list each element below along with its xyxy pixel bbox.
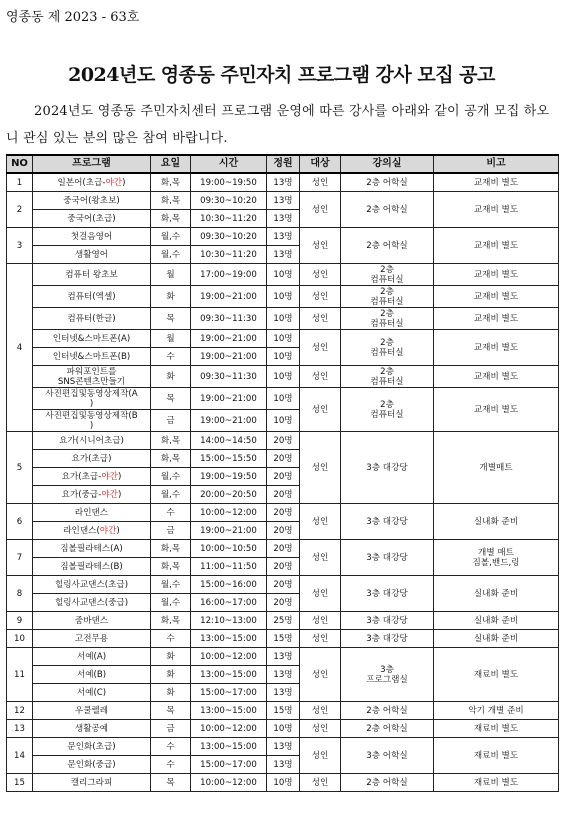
- capacity-cell: 10명: [267, 286, 300, 308]
- row-number: 5: [7, 432, 33, 504]
- time-cell: 10:00~12:00: [191, 648, 267, 666]
- time-cell: 15:00~17:00: [191, 684, 267, 702]
- capacity-cell: 13명: [267, 756, 300, 774]
- time-cell: 09:30~11:30: [191, 366, 267, 388]
- header-no: NO: [7, 155, 33, 173]
- capacity-cell: 10명: [267, 264, 300, 286]
- day-cell: 화,목: [151, 173, 191, 192]
- note-cell: 악기 개별 준비: [434, 702, 559, 720]
- row-number: 2: [7, 192, 33, 228]
- room-cell: 2층 컴퓨터실: [341, 330, 434, 366]
- time-cell: 10:00~12:00: [191, 504, 267, 522]
- capacity-cell: 10명: [267, 388, 300, 410]
- program-table: [6, 154, 559, 792]
- program-name: 요가(초급): [33, 450, 151, 468]
- program-name: 컴퓨터(한글): [33, 308, 151, 330]
- time-cell: 14:00~14:50: [191, 432, 267, 450]
- time-cell: 09:30~11:30: [191, 308, 267, 330]
- time-cell: 10:00~12:00: [191, 720, 267, 738]
- capacity-cell: 10명: [267, 720, 300, 738]
- header-target: 대상: [300, 155, 341, 173]
- room-cell: 3층 대강당: [341, 540, 434, 576]
- capacity-cell: 13명: [267, 210, 300, 228]
- day-cell: 월,수: [151, 228, 191, 246]
- time-cell: 11:00~11:50: [191, 558, 267, 576]
- target-cell: 성인: [300, 264, 341, 286]
- room-cell: 3층 대강당: [341, 576, 434, 612]
- row-number: 10: [7, 630, 33, 648]
- capacity-cell: 20명: [267, 504, 300, 522]
- room-cell: 2층 어학실: [341, 173, 434, 192]
- row-number: 14: [7, 738, 33, 774]
- capacity-cell: 13명: [267, 648, 300, 666]
- target-cell: 성인: [300, 702, 341, 720]
- target-cell: 성인: [300, 330, 341, 366]
- time-cell: 10:30~11:20: [191, 246, 267, 264]
- capacity-cell: 20명: [267, 450, 300, 468]
- program-name: 짐볼필라테스(B): [33, 558, 151, 576]
- table-row: [7, 720, 559, 738]
- time-cell: 15:00~15:50: [191, 450, 267, 468]
- day-cell: 수: [151, 738, 191, 756]
- target-cell: 성인: [300, 540, 341, 576]
- room-cell: 2층 어학실: [341, 228, 434, 264]
- room-cell: 2층 어학실: [341, 774, 434, 792]
- room-cell: 3층 대강당: [341, 630, 434, 648]
- room-cell: 3층 대강당: [341, 612, 434, 630]
- program-name: 중국어(초급): [33, 210, 151, 228]
- target-cell: 성인: [300, 308, 341, 330]
- table-header-row: [7, 155, 559, 173]
- note-cell: 재료비 별도: [434, 774, 559, 792]
- note-cell: 교재비 별도: [434, 228, 559, 264]
- program-name: 힐링사교댄스(초급): [33, 576, 151, 594]
- table-row: [7, 286, 559, 308]
- target-cell: 성인: [300, 173, 341, 192]
- header-capacity: 정원: [267, 155, 300, 173]
- time-cell: 10:00~12:00: [191, 774, 267, 792]
- row-number: 11: [7, 648, 33, 702]
- day-cell: 월: [151, 264, 191, 286]
- table-row: [7, 648, 559, 666]
- time-cell: 13:00~15:00: [191, 702, 267, 720]
- day-cell: 금: [151, 410, 191, 432]
- row-number: 3: [7, 228, 33, 264]
- time-cell: 19:00~21:00: [191, 286, 267, 308]
- capacity-cell: 13명: [267, 684, 300, 702]
- note-cell: 교재비 별도: [434, 366, 559, 388]
- capacity-cell: 10명: [267, 330, 300, 348]
- row-number: 13: [7, 720, 33, 738]
- time-cell: 19:00~19:50: [191, 173, 267, 192]
- program-name: 첫걸음영어: [33, 228, 151, 246]
- row-number: 15: [7, 774, 33, 792]
- time-cell: 19:00~21:00: [191, 348, 267, 366]
- program-name: 생활공예: [33, 720, 151, 738]
- day-cell: 화,목: [151, 192, 191, 210]
- target-cell: 성인: [300, 504, 341, 540]
- note-cell: 재료비 별도: [434, 720, 559, 738]
- day-cell: 월: [151, 330, 191, 348]
- day-cell: 화: [151, 286, 191, 308]
- table-row: [7, 173, 559, 192]
- time-cell: 13:00~15:00: [191, 630, 267, 648]
- table-row: [7, 540, 559, 558]
- day-cell: 수: [151, 348, 191, 366]
- day-cell: 화,목: [151, 612, 191, 630]
- time-cell: 19:00~21:00: [191, 388, 267, 410]
- program-name: 일본어(초급-야간): [33, 173, 151, 192]
- time-cell: 17:00~19:00: [191, 264, 267, 286]
- program-name: 문인화(중급): [33, 756, 151, 774]
- table-row: [7, 192, 559, 210]
- capacity-cell: 10명: [267, 308, 300, 330]
- room-cell: 3층 대강당: [341, 432, 434, 504]
- capacity-cell: 20명: [267, 540, 300, 558]
- room-cell: 2층 컴퓨터실: [341, 388, 434, 432]
- program-name: 생활영어: [33, 246, 151, 264]
- night-class-label: 야간: [99, 525, 117, 536]
- table-row: [7, 308, 559, 330]
- note-cell: 실내화 준비: [434, 612, 559, 630]
- capacity-cell: 13명: [267, 666, 300, 684]
- target-cell: 성인: [300, 228, 341, 264]
- capacity-cell: 25명: [267, 612, 300, 630]
- program-name: 요가(초급-야간): [33, 468, 151, 486]
- program-name: 사진편집및동영상제작(B ): [33, 410, 151, 432]
- capacity-cell: 13명: [267, 228, 300, 246]
- room-cell: 2층 어학실: [341, 192, 434, 228]
- night-class-label: 야간: [101, 489, 118, 500]
- capacity-cell: 10명: [267, 366, 300, 388]
- page-title: 2024년도 영종동 주민자치 프로그램 강사 모집 공고: [68, 64, 495, 86]
- capacity-cell: 10명: [267, 410, 300, 432]
- day-cell: 화,목: [151, 450, 191, 468]
- room-cell: 2층 컴퓨터실: [341, 308, 434, 330]
- header-day: 요일: [151, 155, 191, 173]
- day-cell: 월,수: [151, 246, 191, 264]
- capacity-cell: 20명: [267, 468, 300, 486]
- target-cell: 성인: [300, 774, 341, 792]
- day-cell: 화: [151, 648, 191, 666]
- time-cell: 16:00~17:00: [191, 594, 267, 612]
- target-cell: 성인: [300, 630, 341, 648]
- capacity-cell: 10명: [267, 774, 300, 792]
- room-cell: 3층 어학실: [341, 738, 434, 774]
- program-name: 서예(C): [33, 684, 151, 702]
- table-row: [7, 330, 559, 348]
- day-cell: 수: [151, 756, 191, 774]
- row-number: 12: [7, 702, 33, 720]
- note-cell: 실내화 준비: [434, 576, 559, 612]
- day-cell: 목: [151, 308, 191, 330]
- note-cell: 실내화 준비: [434, 630, 559, 648]
- time-cell: 15:00~17:00: [191, 756, 267, 774]
- day-cell: 수: [151, 504, 191, 522]
- program-name: 요가(시니어초급): [33, 432, 151, 450]
- room-cell: 2층 어학실: [341, 720, 434, 738]
- row-number: 9: [7, 612, 33, 630]
- table-row: [7, 432, 559, 450]
- day-cell: 목: [151, 774, 191, 792]
- day-cell: 월,수: [151, 594, 191, 612]
- time-cell: 15:00~16:00: [191, 576, 267, 594]
- table-row: [7, 228, 559, 246]
- target-cell: 성인: [300, 720, 341, 738]
- program-name: 줌바댄스: [33, 612, 151, 630]
- row-number: 8: [7, 576, 33, 612]
- capacity-cell: 15명: [267, 702, 300, 720]
- target-cell: 성인: [300, 192, 341, 228]
- note-cell: 교재비 별도: [434, 192, 559, 228]
- time-cell: 19:00~21:00: [191, 410, 267, 432]
- time-cell: 19:00~21:00: [191, 522, 267, 540]
- time-cell: 09:30~10:20: [191, 192, 267, 210]
- note-cell: 실내화 준비: [434, 504, 559, 540]
- time-cell: 09:30~10:20: [191, 228, 267, 246]
- day-cell: 화,목: [151, 432, 191, 450]
- program-name: 캘리그라피: [33, 774, 151, 792]
- program-name: 사진편집및동영상제작(A ): [33, 388, 151, 410]
- program-name: 인터넷&스마트폰(B): [33, 348, 151, 366]
- time-cell: 19:00~21:00: [191, 330, 267, 348]
- program-name: 문인화(초급): [33, 738, 151, 756]
- program-name: 짐볼필라테스(A): [33, 540, 151, 558]
- note-cell: 교재비 별도: [434, 286, 559, 308]
- night-class-label: 야간: [105, 177, 123, 188]
- target-cell: 성인: [300, 286, 341, 308]
- day-cell: 월,수: [151, 486, 191, 504]
- header-program: 프로그램: [33, 155, 151, 173]
- note-cell: 개별매트: [434, 432, 559, 504]
- capacity-cell: 13명: [267, 192, 300, 210]
- document-number: 영종동 제 2023 - 63호: [6, 10, 140, 25]
- room-cell: 2층 컴퓨터실: [341, 366, 434, 388]
- target-cell: 성인: [300, 388, 341, 432]
- day-cell: 목: [151, 388, 191, 410]
- day-cell: 화,목: [151, 558, 191, 576]
- day-cell: 금: [151, 522, 191, 540]
- note-cell: 교재비 별도: [434, 264, 559, 286]
- day-cell: 화,목: [151, 210, 191, 228]
- row-number: 4: [7, 264, 33, 432]
- table-row: [7, 504, 559, 522]
- table-row: [7, 388, 559, 410]
- day-cell: 화,목: [151, 540, 191, 558]
- note-cell: 교재비 별도: [434, 388, 559, 432]
- note-cell: 개별 매트 짐볼,밴드,링: [434, 540, 559, 576]
- capacity-cell: 10명: [267, 348, 300, 366]
- table-row: [7, 366, 559, 388]
- program-name: 힐링사교댄스(중급): [33, 594, 151, 612]
- capacity-cell: 20명: [267, 432, 300, 450]
- note-cell: 교재비 별도: [434, 173, 559, 192]
- time-cell: 10:00~10:50: [191, 540, 267, 558]
- program-name: 중국어(왕초보): [33, 192, 151, 210]
- target-cell: 성인: [300, 366, 341, 388]
- capacity-cell: 20명: [267, 486, 300, 504]
- capacity-cell: 20명: [267, 576, 300, 594]
- day-cell: 수: [151, 630, 191, 648]
- program-name: 파워포인트를 SNS콘텐츠만들기: [33, 366, 151, 388]
- time-cell: 20:00~20:50: [191, 486, 267, 504]
- room-cell: 2층 컴퓨터실: [341, 286, 434, 308]
- capacity-cell: 13명: [267, 738, 300, 756]
- note-cell: 재료비 별도: [434, 648, 559, 702]
- program-name: 서예(B): [33, 666, 151, 684]
- capacity-cell: 13명: [267, 246, 300, 264]
- room-cell: 2층 컴퓨터실: [341, 264, 434, 286]
- target-cell: 성인: [300, 576, 341, 612]
- day-cell: 월,수: [151, 468, 191, 486]
- table-row: [7, 612, 559, 630]
- target-cell: 성인: [300, 612, 341, 630]
- day-cell: 화: [151, 366, 191, 388]
- note-cell: 교재비 별도: [434, 308, 559, 330]
- capacity-cell: 13명: [267, 173, 300, 192]
- capacity-cell: 20명: [267, 558, 300, 576]
- table-row: [7, 576, 559, 594]
- table-row: [7, 264, 559, 286]
- time-cell: 19:00~19:50: [191, 468, 267, 486]
- table-row: [7, 738, 559, 756]
- room-cell: 3층 대강당: [341, 504, 434, 540]
- header-room: 강의실: [341, 155, 434, 173]
- header-time: 시간: [191, 155, 267, 173]
- row-number: 7: [7, 540, 33, 576]
- table-row: [7, 702, 559, 720]
- program-name: 컴퓨터(엑셀): [33, 286, 151, 308]
- capacity-cell: 20명: [267, 594, 300, 612]
- day-cell: 목: [151, 702, 191, 720]
- day-cell: 화: [151, 684, 191, 702]
- target-cell: 성인: [300, 738, 341, 774]
- time-cell: 10:30~11:20: [191, 210, 267, 228]
- row-number: 6: [7, 504, 33, 540]
- room-cell: 2층 어학실: [341, 702, 434, 720]
- night-class-label: 야간: [101, 471, 118, 482]
- table-row: [7, 774, 559, 792]
- target-cell: 성인: [300, 432, 341, 504]
- note-cell: 교재비 별도: [434, 330, 559, 366]
- time-cell: 12:10~13:00: [191, 612, 267, 630]
- room-cell: 3층 프로그램실: [341, 648, 434, 702]
- program-name: 라인댄스: [33, 504, 151, 522]
- program-name: 고전무용: [33, 630, 151, 648]
- program-name: 컴퓨터 왕초보: [33, 264, 151, 286]
- row-number: 1: [7, 173, 33, 192]
- table-row: [7, 630, 559, 648]
- time-cell: 13:00~15:00: [191, 738, 267, 756]
- day-cell: 금: [151, 720, 191, 738]
- day-cell: 화: [151, 666, 191, 684]
- program-name: 우쿨렐레: [33, 702, 151, 720]
- target-cell: 성인: [300, 648, 341, 702]
- program-name: 인터넷&스마트폰(A): [33, 330, 151, 348]
- capacity-cell: 15명: [267, 630, 300, 648]
- program-name: 요가(중급-야간): [33, 486, 151, 504]
- intro-paragraph: 2024년도 영종동 주민자치센터 프로그램 운영에 따른 강사를 아래와 같이 공개 모집 하오니 관심 있는 분의 많은 참여 바랍니다.: [6, 104, 550, 146]
- note-cell: 재료비 별도: [434, 738, 559, 774]
- time-cell: 13:00~15:00: [191, 666, 267, 684]
- day-cell: 월,수: [151, 576, 191, 594]
- program-name: 라인댄스(야간): [33, 522, 151, 540]
- capacity-cell: 20명: [267, 522, 300, 540]
- header-note: 비고: [434, 155, 559, 173]
- program-name: 서예(A): [33, 648, 151, 666]
